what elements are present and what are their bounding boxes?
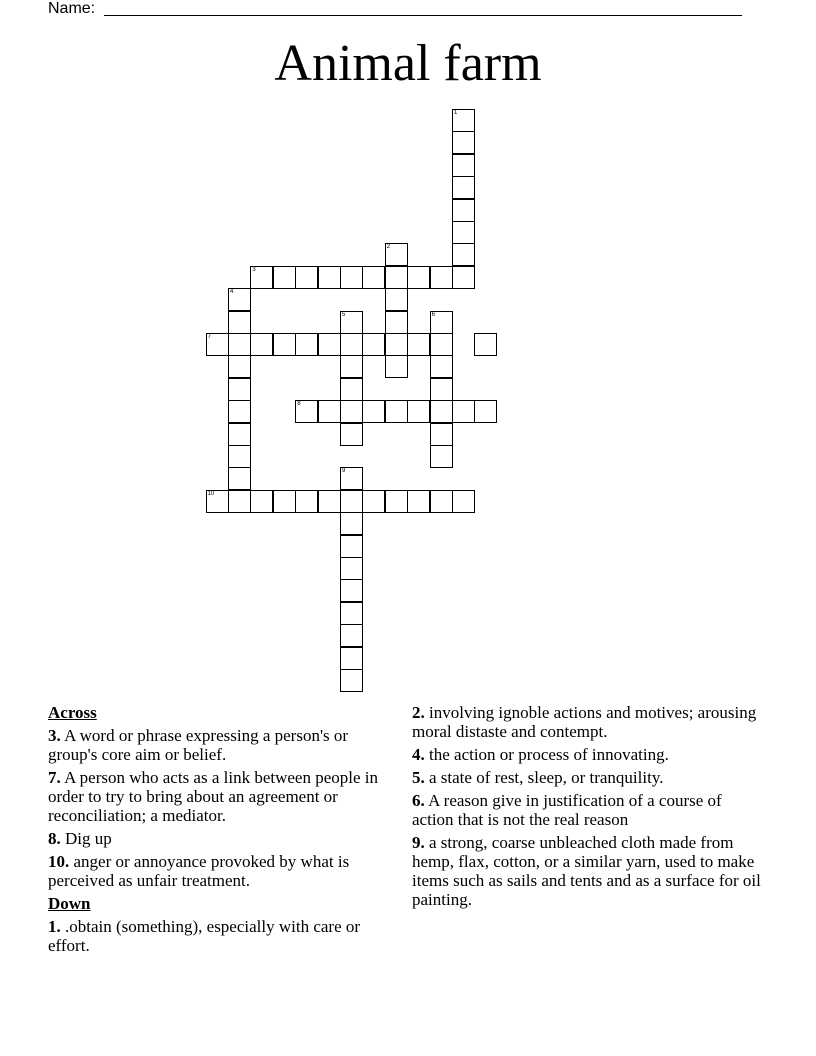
grid-cell[interactable] [206,333,229,356]
grid-cell[interactable] [340,557,363,580]
grid-cell[interactable] [407,333,430,356]
grid-cell[interactable] [452,176,475,199]
grid-cell[interactable] [228,355,251,378]
puzzle-title: Animal farm [274,35,542,92]
grid-cell[interactable] [228,400,251,423]
grid-cell[interactable] [228,288,251,311]
clue-text: a state of rest, sleep, or tranquility. [429,768,664,787]
grid-cell[interactable] [340,602,363,625]
grid-cell[interactable] [228,333,251,356]
across-heading: Across [48,703,97,722]
clue-item [48,829,388,848]
clue-number: 4 [230,289,234,296]
grid-cell[interactable] [340,355,363,378]
clue-number: 2 [386,244,391,251]
grid-cell[interactable] [430,423,453,446]
grid-cell[interactable] [474,333,497,356]
grid-cell[interactable] [385,243,408,266]
clue-item [48,917,388,955]
clue-number-label: 10. [48,852,70,871]
clue-text: A reason give in justification of a course of action that is not the real reason [412,791,722,829]
clue-text: A word or phrase expressing a person's or group's core aim or belief. [48,726,349,764]
grid-cell[interactable] [228,467,251,490]
grid-cell[interactable] [362,266,385,289]
grid-cell[interactable] [452,154,475,177]
grid-cell[interactable] [452,490,475,513]
grid-cell[interactable] [340,490,363,513]
clue-number: 10 [207,490,215,497]
grid-cell[interactable] [340,647,363,670]
grid-cell[interactable] [340,423,363,446]
grid-cell[interactable] [407,266,430,289]
clue-text: anger or annoyance provoked by what is perceived as unfair treatment. [48,852,350,890]
grid-cell[interactable] [228,423,251,446]
name-label: Name: [48,0,96,17]
grid-cell[interactable] [295,400,318,423]
grid-cell[interactable] [340,311,363,334]
grid-cell[interactable] [340,579,363,602]
grid-cell[interactable] [452,109,475,132]
clue-number: 9 [342,468,346,475]
grid-cell[interactable] [385,333,408,356]
clue-number-label: 3. [48,726,61,745]
grid-cell[interactable] [340,333,363,356]
clue-number-label: 2. [412,703,425,722]
clue-text: involving ignoble actions and motives; arousing moral distaste and contempt. [412,703,757,741]
grid-cell[interactable] [430,490,453,513]
grid-cell[interactable] [362,490,385,513]
clue-number: 6 [431,311,435,318]
clue-number: 5 [342,311,346,318]
grid-cell[interactable] [430,378,453,401]
clue-number-label: 4. [412,745,425,764]
grid-cell[interactable] [362,400,385,423]
clue-number: 1 [454,110,458,116]
clues-right-column [412,703,762,913]
grid-cell[interactable] [452,243,475,266]
clue-number: 3 [252,266,256,273]
grid-cell[interactable] [250,266,273,289]
clue-text: .obtain (something), especially with care or effort. [48,917,361,955]
clue-number-label: 5. [412,768,425,787]
clue-item [48,726,388,764]
grid-cell[interactable] [430,355,453,378]
grid-cell[interactable] [407,490,430,513]
down-clue-list-continued [412,703,762,909]
clue-text: Dig up [65,829,112,848]
grid-cell[interactable] [228,378,251,401]
grid-cell[interactable] [206,490,229,513]
clue-item [412,791,762,829]
grid-cell[interactable] [452,221,475,244]
grid-cell[interactable] [452,199,475,222]
grid-cell[interactable] [340,467,363,490]
grid-cell[interactable] [430,445,453,468]
grid-cell[interactable] [385,355,408,378]
grid-cell[interactable] [474,400,497,423]
clue-item [412,768,762,787]
clue-text: a strong, coarse unbleached cloth made from hemp, flax, cotton, or a similar yarn, used to make items such as sails and tents and as a surface for oil painting. [412,833,761,909]
grid-cell[interactable] [295,266,318,289]
grid-cell[interactable] [385,400,408,423]
grid-cell[interactable] [273,490,296,513]
clue-item [48,852,388,890]
grid-cell[interactable] [318,266,341,289]
grid-cell[interactable] [250,333,273,356]
clue-number: 8 [297,401,301,408]
clue-item [412,745,762,764]
grid-cell[interactable] [340,535,363,558]
clue-item [48,768,388,825]
clue-number-label: 8. [48,829,61,848]
grid-cell[interactable] [407,400,430,423]
clue-text: A person who acts as a link between people in order to try to bring about an agreement or reconciliation; a mediator. [48,768,379,825]
grid-cell[interactable] [340,512,363,535]
grid-cell[interactable] [430,311,453,334]
grid-cell[interactable] [430,266,453,289]
grid-cell[interactable] [385,288,408,311]
grid-cell[interactable] [385,266,408,289]
grid-cell[interactable] [318,333,341,356]
grid-cell[interactable] [295,333,318,356]
grid-cell[interactable] [385,490,408,513]
grid-cell[interactable] [318,400,341,423]
down-clue-list [48,917,388,955]
clue-item [412,833,762,909]
clue-number-label: 1. [48,917,61,936]
grid-cell[interactable] [452,131,475,154]
grid-cell[interactable] [273,266,296,289]
grid-cell[interactable] [228,311,251,334]
grid-cell[interactable] [340,266,363,289]
grid-cell[interactable] [340,400,363,423]
clues-left-column [48,703,388,959]
clue-number-label: 7. [48,768,61,787]
down-heading: Down [48,894,91,913]
clue-number-label: 6. [412,791,425,810]
grid-cell[interactable] [273,333,296,356]
grid-cell[interactable] [228,445,251,468]
grid-cell[interactable] [452,400,475,423]
grid-cell[interactable] [452,266,475,289]
clue-number-label: 9. [412,833,425,852]
clue-text: the action or process of innovating. [429,745,669,764]
grid-cell[interactable] [295,490,318,513]
grid-cell[interactable] [228,490,251,513]
grid-cell[interactable] [340,624,363,647]
grid-cell[interactable] [340,669,363,692]
grid-cell[interactable] [362,333,385,356]
grid-cell[interactable] [430,333,453,356]
grid-cell[interactable] [385,311,408,334]
grid-cell[interactable] [430,400,453,423]
grid-cell[interactable] [340,378,363,401]
across-clue-list [48,726,388,890]
grid-cell[interactable] [318,490,341,513]
grid-cell[interactable] [250,490,273,513]
clue-item [412,703,762,741]
clue-number: 7 [207,334,211,340]
